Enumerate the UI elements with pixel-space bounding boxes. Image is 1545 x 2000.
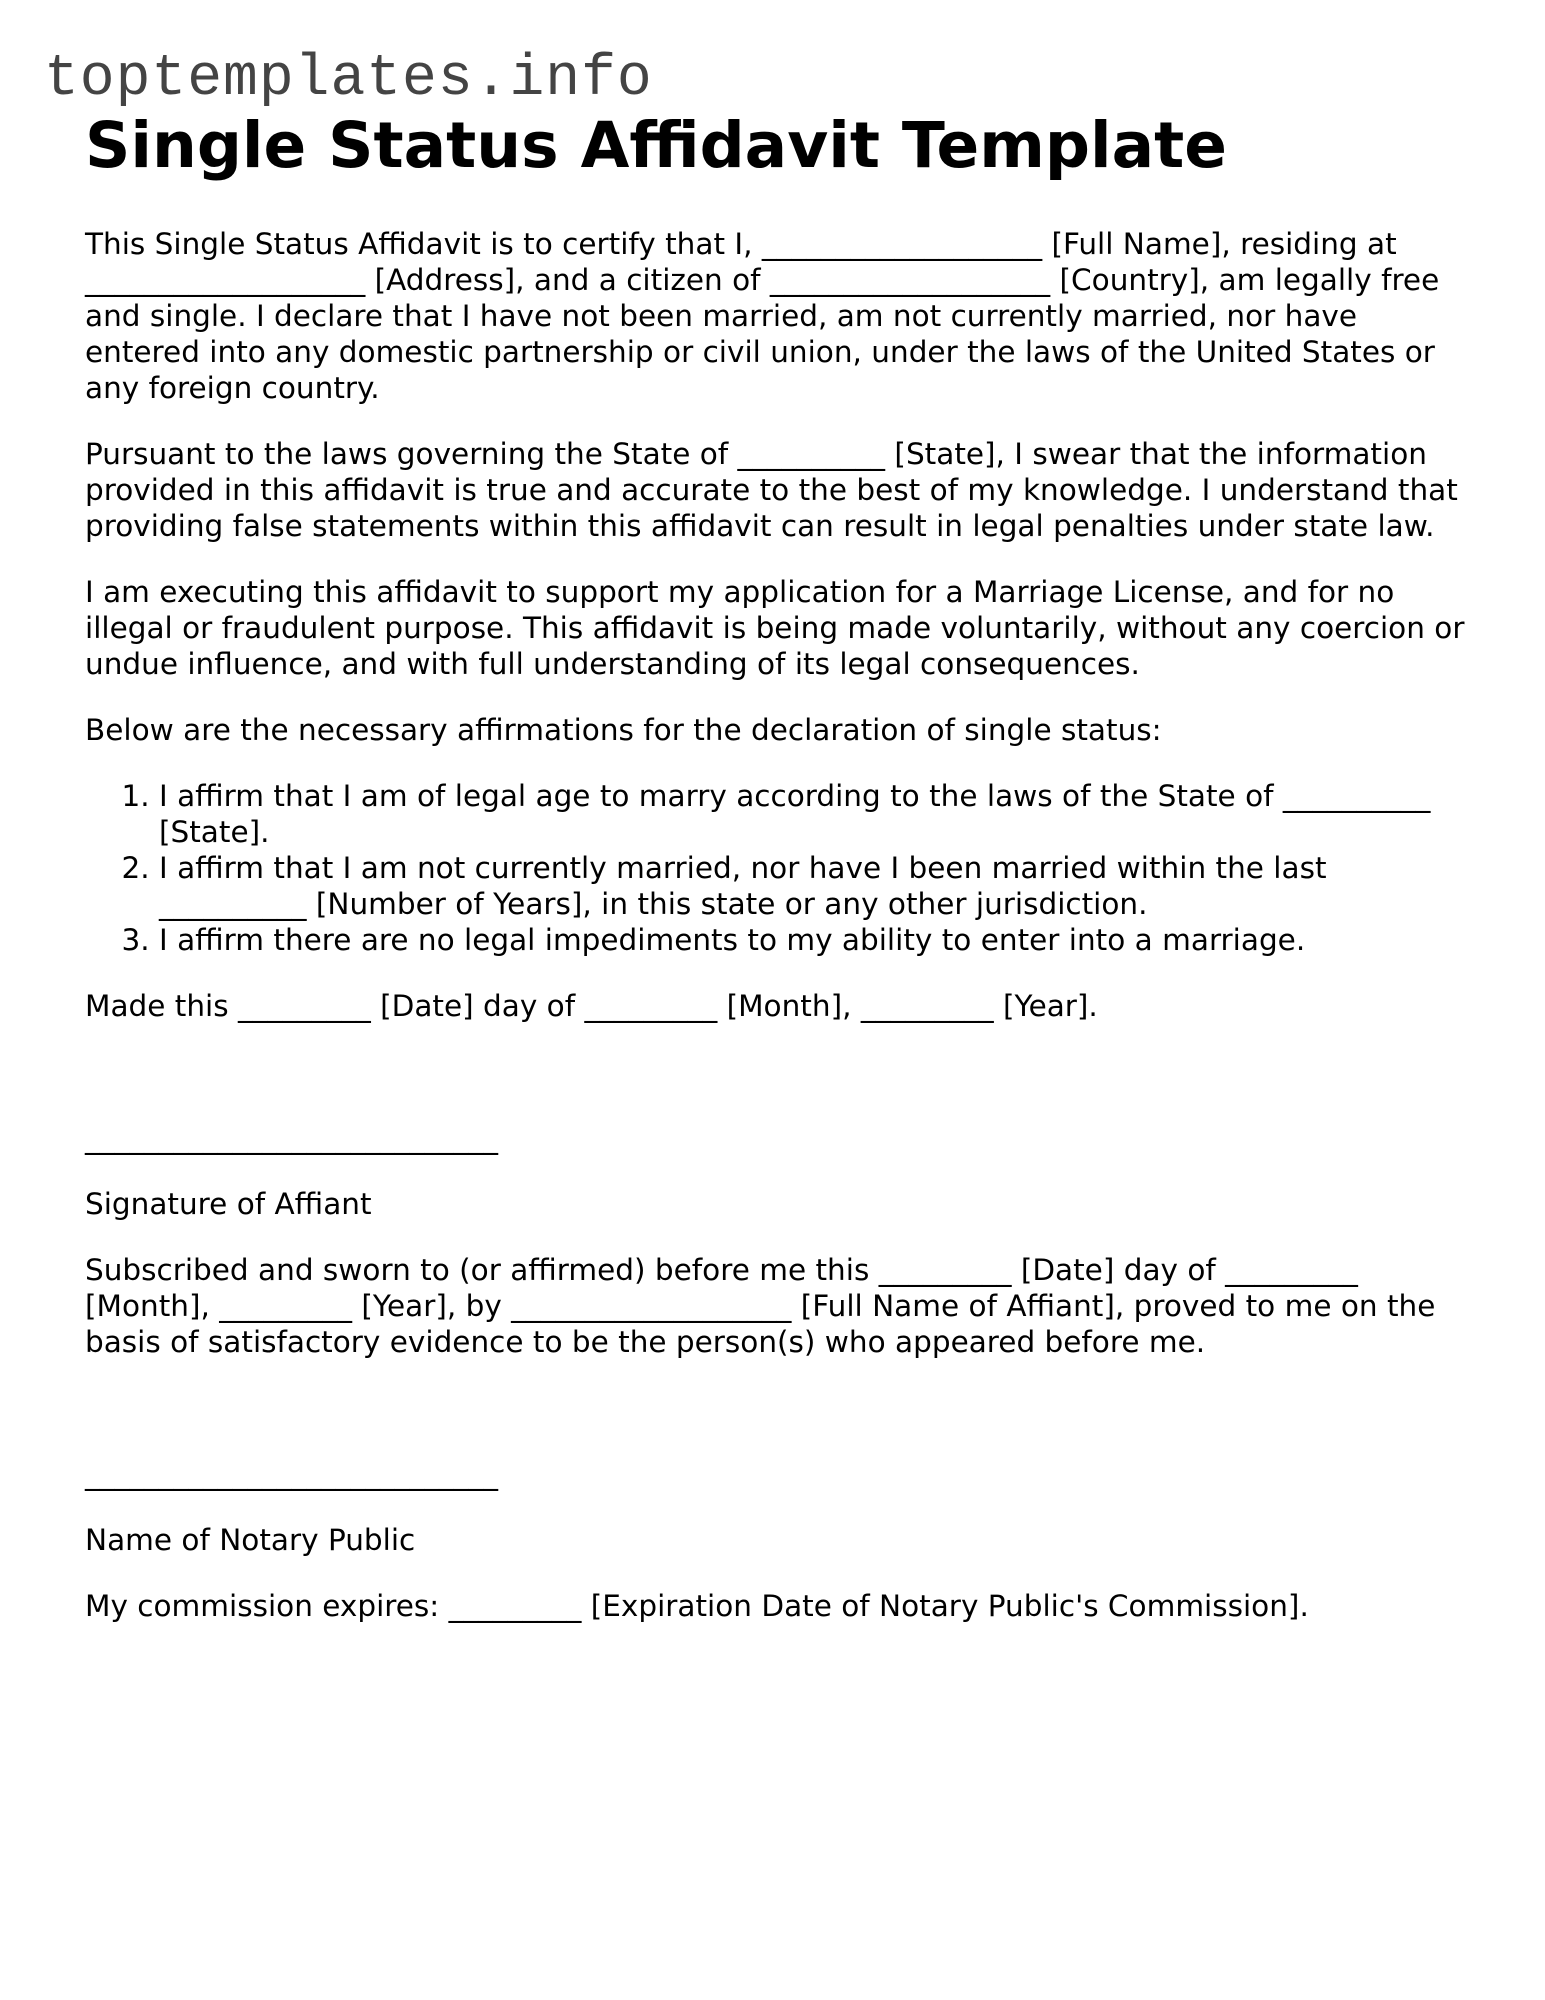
notary-label: Name of Notary Public [85, 1523, 416, 1557]
affirmation-item-not-married: 2. I affirm that I am not currently married, nor have I been married within the last __________ [Number of Years], in this state or any other jurisdiction. [159, 850, 1465, 922]
commission-expires-line: My commission expires: _________ [Expiration Date of Notary Public's Commission]. [85, 1589, 1309, 1623]
paragraph-pursuant: Pursuant to the laws governing the State of __________ [State], I swear that the information provided in this affidavit is true and accurate to the best of my knowledge. I understand that providing false statements within this affidavit can result in legal penalties under state law. [85, 437, 1458, 543]
document-body [85, 108, 1465, 1654]
notary-signature-line: ____________________________ [85, 1457, 498, 1491]
affirmation-item-no-impediments: 3. I affirm there are no legal impediments to my ability to enter into a marriage. [159, 922, 1465, 958]
paragraph-certification: This Single Status Affidavit is to certify that I, ___________________ [Full Name], residing at ___________________ [Address], and a citizen of ___________________ [Country], am legally free and single. I declare that I have not been married, am not currently married, nor have entered into any domestic partnership or civil union, under the laws of the United States or any foreign country. [85, 227, 1440, 405]
spacer [85, 1390, 1465, 1426]
affiant-signature-line: ____________________________ [85, 1121, 498, 1155]
subscribed-sworn-paragraph: Subscribed and sworn to (or affirmed) before me this _________ [Date] day of _________ [Month], _________ [Year], by ___________________ [Full Name of Affiant], proved to me on the basis of satisfactory evidence to be the person(s) who appeared before me. [85, 1253, 1436, 1359]
spacer [85, 1054, 1465, 1090]
affirmations-list [85, 778, 1465, 958]
paragraph-affirmations-intro: Below are the necessary affirmations for the declaration of single status: [85, 713, 1162, 747]
affirmation-item-legal-age: 1. I affirm that I am of legal age to marry according to the laws of the State of __________ [State]. [159, 778, 1465, 850]
document-title: Single Status Affidavit Template [85, 109, 1227, 182]
paragraph-executing: I am executing this affidavit to support my application for a Marriage License, and for no illegal or fraudulent purpose. This affidavit is being made voluntarily, without any coercion or undue influence, and with full understanding of its legal consequences. [85, 575, 1465, 681]
watermark: toptemplates.info [44, 47, 653, 112]
affiant-signature-label: Signature of Affiant [85, 1187, 372, 1221]
made-this-line: Made this _________ [Date] day of _________ [Month], _________ [Year]. [85, 989, 1098, 1023]
